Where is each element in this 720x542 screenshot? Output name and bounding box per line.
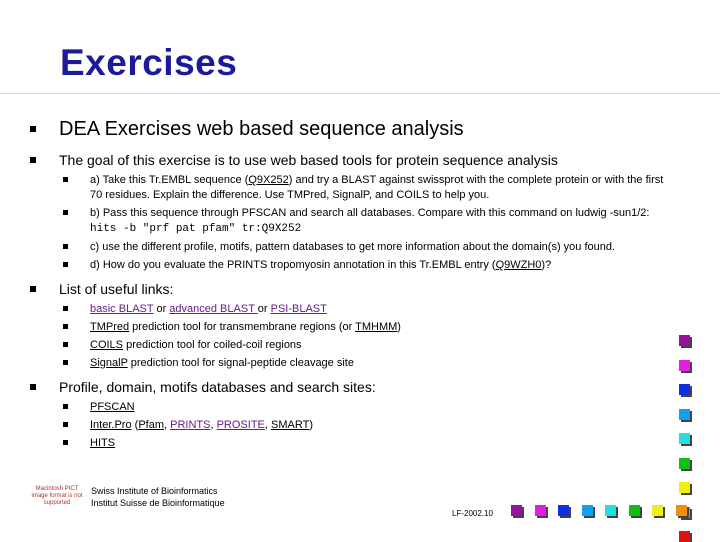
bullet-goal-text: The goal of this exercise is to use web based tools for protein sequence analysis <box>59 152 558 168</box>
bullet-square-icon <box>30 286 36 292</box>
bullet-square-icon <box>30 157 36 163</box>
exercise-item-d: d) How do you evaluate the PRINTS tropomyosin annotation in this Tr.EMBL entry (Q9WZH0)? <box>60 258 670 273</box>
profile-item-pfscan <box>60 400 670 415</box>
sub-bullet-square-icon <box>63 244 68 249</box>
decor-square <box>582 505 593 516</box>
link-signalp[interactable]: SignalP <box>90 357 128 369</box>
link-prints[interactable]: PRINTS <box>170 419 211 431</box>
sub-bullet-square-icon <box>63 306 68 311</box>
link-psi-blast[interactable]: PSI-BLAST <box>270 303 327 315</box>
decor-square <box>679 433 690 444</box>
sub-bullet-square-icon <box>63 177 68 182</box>
exercise-item-a: a) Take this Tr.EMBL sequence (Q9X252) and try a BLAST against swissprot with the complete protein or with the first 70 residues. Explain the difference. Use TMPred, SignalP, and COILS to help you. <box>60 173 670 203</box>
link-coils[interactable]: COILS <box>90 339 124 351</box>
link-advanced-blast[interactable]: advanced BLAST <box>169 303 258 315</box>
slide-title: Exercises <box>60 42 238 83</box>
bullet-dea <box>30 118 670 141</box>
decor-square <box>679 531 690 542</box>
link-tmpred[interactable]: TMPred <box>90 321 130 333</box>
link-hits[interactable]: HITS <box>90 437 116 449</box>
slide-content <box>30 118 670 459</box>
decor-square <box>511 505 522 516</box>
sub-bullet-square-icon <box>63 360 68 365</box>
link-prosite[interactable]: PROSITE <box>216 419 265 431</box>
decor-square <box>679 482 690 493</box>
profile-item-interpro: Inter.Pro (Pfam, PRINTS, PROSITE, SMART) <box>60 418 670 433</box>
sub-bullet-square-icon <box>63 210 68 215</box>
link-pfscan[interactable]: PFSCAN <box>90 401 135 413</box>
footer-line-french: Institut Suisse de Bioinformatique <box>91 498 225 508</box>
decor-square <box>535 505 546 516</box>
sub-bullet-square-icon <box>63 342 68 347</box>
bullet-dea-text: DEA Exercises web based sequence analysis <box>59 118 464 140</box>
sub-bullet-square-icon <box>63 324 68 329</box>
exercise-item-c: c) use the different profile, motifs, pattern databases to get more information about the domain(s) you found. <box>60 240 670 255</box>
bullet-links <box>30 281 670 297</box>
links-item-tmpred: TMPred prediction tool for transmembrane regions (or TMHMM) <box>60 320 670 335</box>
bullet-profile-text: Profile, domain, motifs databases and search sites: <box>59 379 376 395</box>
links-list <box>60 302 670 371</box>
link-tmhmm[interactable]: TMHMM <box>355 321 398 333</box>
bullet-profile <box>30 379 670 395</box>
links-item-signalp: SignalP prediction tool for signal-peptide cleavage site <box>60 356 670 371</box>
bullet-square-icon <box>30 126 36 132</box>
slide-code: LF-2002.10 <box>452 509 493 518</box>
link-interpro[interactable]: Inter.Pro <box>90 419 132 431</box>
hits-command: hits -b "prf pat pfam" tr:Q9X252 <box>90 223 302 235</box>
decor-square <box>605 505 616 516</box>
logo-placeholder: Macintosh PICT image format is not supported <box>31 486 83 506</box>
footer-institute <box>91 485 225 509</box>
bullet-links-text: List of useful links: <box>59 281 174 297</box>
link-q9x252[interactable]: Q9X252 <box>248 174 289 186</box>
decor-square <box>629 505 640 516</box>
sub-bullet-square-icon <box>63 440 68 445</box>
decor-square <box>679 360 690 371</box>
links-item-coils: COILS prediction tool for coiled-coil regions <box>60 338 670 353</box>
title-divider <box>0 93 720 94</box>
decor-square <box>679 335 690 346</box>
bullet-square-icon <box>30 384 36 390</box>
sub-bullet-square-icon <box>63 422 68 427</box>
profile-list <box>60 400 670 451</box>
exercise-list <box>60 173 670 273</box>
exercise-item-b: b) Pass this sequence through PFSCAN and search all databases. Compare with this command on ludwig -sun1/2: hits -b "prf pat pfam" tr:Q9X252 <box>60 206 670 237</box>
decor-square <box>679 458 690 469</box>
link-pfam[interactable]: Pfam <box>138 419 164 431</box>
decor-square <box>558 505 569 516</box>
sub-bullet-square-icon <box>63 404 68 409</box>
links-item-blast: basic BLAST or advanced BLAST or PSI-BLAST <box>60 302 670 317</box>
bullet-goal <box>30 152 670 168</box>
link-basic-blast[interactable]: basic BLAST <box>90 303 154 315</box>
profile-item-hits <box>60 436 670 451</box>
decor-square <box>676 505 687 516</box>
link-smart[interactable]: SMART <box>271 419 310 431</box>
decor-square <box>679 384 690 395</box>
decor-square <box>652 505 663 516</box>
link-q9wzh0[interactable]: Q9WZH0 <box>495 259 542 271</box>
footer-line-english: Swiss Institute of Bioinformatics <box>91 486 218 496</box>
sub-bullet-square-icon <box>63 262 68 267</box>
decor-square <box>679 409 690 420</box>
